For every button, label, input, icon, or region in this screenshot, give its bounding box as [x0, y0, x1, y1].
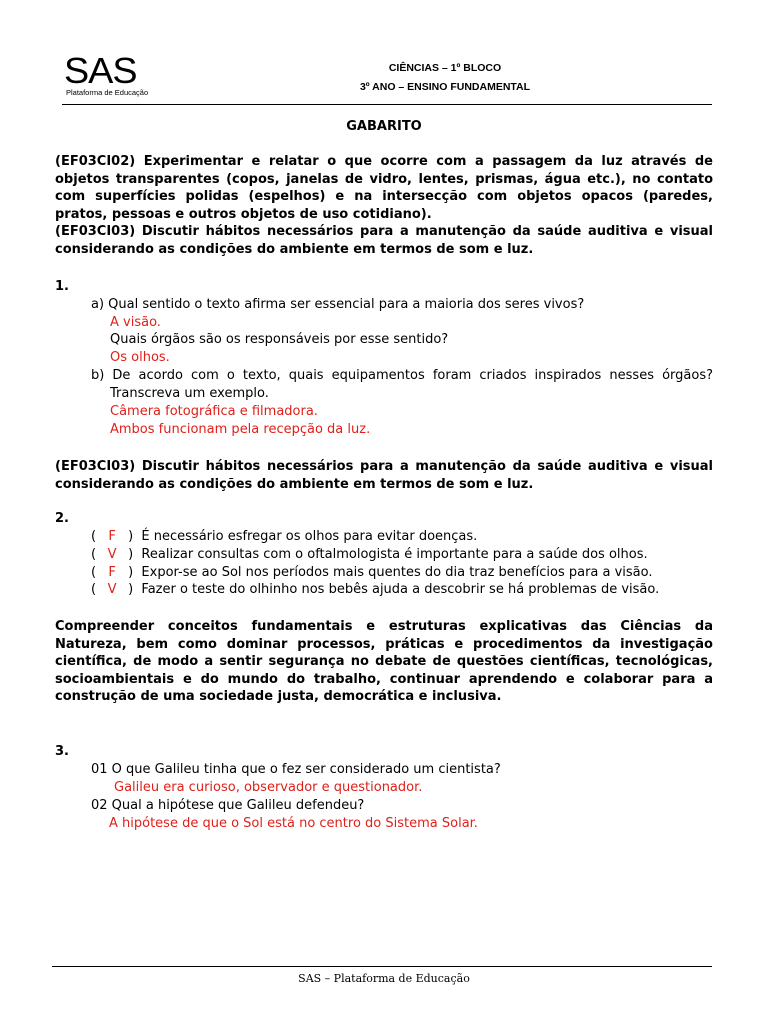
- document-header: [330, 59, 560, 97]
- question-2-number: 2.: [55, 511, 69, 526]
- skill-ef03ci03-repeat: (EF03CI03) Discutir hábitos necessários para a manutenção da saúde auditiva e visual considerando as condições do ambiente em termos de som e luz.: [55, 459, 713, 492]
- q3-question-02: 02 Qual a hipótese que Galileu defendeu?: [91, 798, 365, 813]
- q2-item-4-text: Fazer o teste do olhinho nos bebês ajuda a descobrir se há problemas de visão.: [141, 582, 660, 597]
- q3-answer-01: Galileu era curioso, observador e questionador.: [114, 780, 423, 795]
- q2-item-2: ( V ) Realizar consultas com o oftalmologista é importante para a saúde dos olhos.: [91, 547, 648, 562]
- logo-subtitle: Plataforma de Educação: [66, 88, 149, 97]
- header-subject: CIÊNCIAS – 1º BLOCO: [388, 62, 502, 74]
- q1-a2-answer: Os olhos.: [110, 350, 170, 365]
- q2-item-2-mark: V: [107, 547, 117, 562]
- logo-text: SAS: [64, 50, 137, 91]
- skill-block-3: [55, 618, 713, 706]
- header-divider: [62, 104, 712, 105]
- q1-b-answer-1: Câmera fotográfica e filmadora.: [110, 404, 318, 419]
- sas-logo: [64, 52, 154, 97]
- skill-block-2: [55, 458, 713, 493]
- q2-item-1-mark: F: [108, 529, 116, 544]
- page-title: GABARITO: [346, 119, 422, 134]
- q1-a-answer: A visão.: [110, 315, 161, 330]
- skill-block-1: [55, 153, 713, 258]
- q3-answer-02: A hipótese de que o Sol está no centro do Sistema Solar.: [109, 816, 478, 831]
- q1-a2-question: Quais órgãos são os responsáveis por esse sentido?: [110, 332, 449, 347]
- footer-divider: [52, 966, 712, 967]
- skill-ef03ci02: (EF03CI02) Experimentar e relatar o que ocorre com a passagem da luz através de objetos transparentes (copos, janelas de vidro, lentes, prismas, água etc.), no contato com superfícies polidas (espelhos) e na intersecção com objetos opacos (paredes, pratos, pessoas e outros objetos de uso cotidiano).: [55, 154, 713, 222]
- question-1-number: 1.: [55, 279, 69, 294]
- skill-competence: Compreender conceitos fundamentais e estruturas explicativas das Ciências da Natureza, bem como dominar processos, práticas e procedimentos da investigação científica, de modo a sentir segurança no debate de questões científicas, tecnológicas, socioambientais e do mundo do trabalho, continuar aprendendo e colaborar para a construção de uma sociedade justa, democrática e inclusiva.: [55, 619, 713, 704]
- header-grade: 3º ANO – ENSINO FUNDAMENTAL: [359, 81, 531, 93]
- q2-item-3: ( F ) Expor-se ao Sol nos períodos mais quentes do dia traz benefícios para a visão.: [91, 565, 653, 580]
- skill-ef03ci03: (EF03CI03) Discutir hábitos necessários para a manutenção da saúde auditiva e visual considerando as condições do ambiente em termos de som e luz.: [55, 224, 713, 257]
- q2-item-3-text: Expor-se ao Sol nos períodos mais quentes do dia traz benefícios para a visão.: [141, 565, 653, 580]
- question-3-number: 3.: [55, 744, 69, 759]
- q1-b-question: [91, 367, 713, 403]
- q2-item-3-mark: F: [108, 565, 116, 580]
- q2-item-4-mark: V: [107, 582, 117, 597]
- q1-a-question: a) Qual sentido o texto afirma ser essencial para a maioria dos seres vivos?: [91, 297, 585, 312]
- q2-item-2-text: Realizar consultas com o oftalmologista é importante para a saúde dos olhos.: [141, 547, 648, 562]
- q1-b-answer-2: Ambos funcionam pela recepção da luz.: [110, 422, 371, 437]
- q2-item-4: ( V ) Fazer o teste do olhinho nos bebês ajuda a descobrir se há problemas de visão.: [91, 582, 660, 597]
- q1-b-question-text: b) De acordo com o texto, quais equipamentos foram criados inspirados nesses órgãos? Transcreva um exemplo.: [91, 368, 713, 401]
- q3-question-01: 01 O que Galileu tinha que o fez ser considerado um cientista?: [91, 762, 501, 777]
- page-footer: SAS – Plataforma de Educação: [298, 972, 470, 985]
- q2-item-1-text: É necessário esfregar os olhos para evitar doenças.: [141, 529, 478, 544]
- q2-item-1: ( F ) É necessário esfregar os olhos para evitar doenças.: [91, 529, 478, 544]
